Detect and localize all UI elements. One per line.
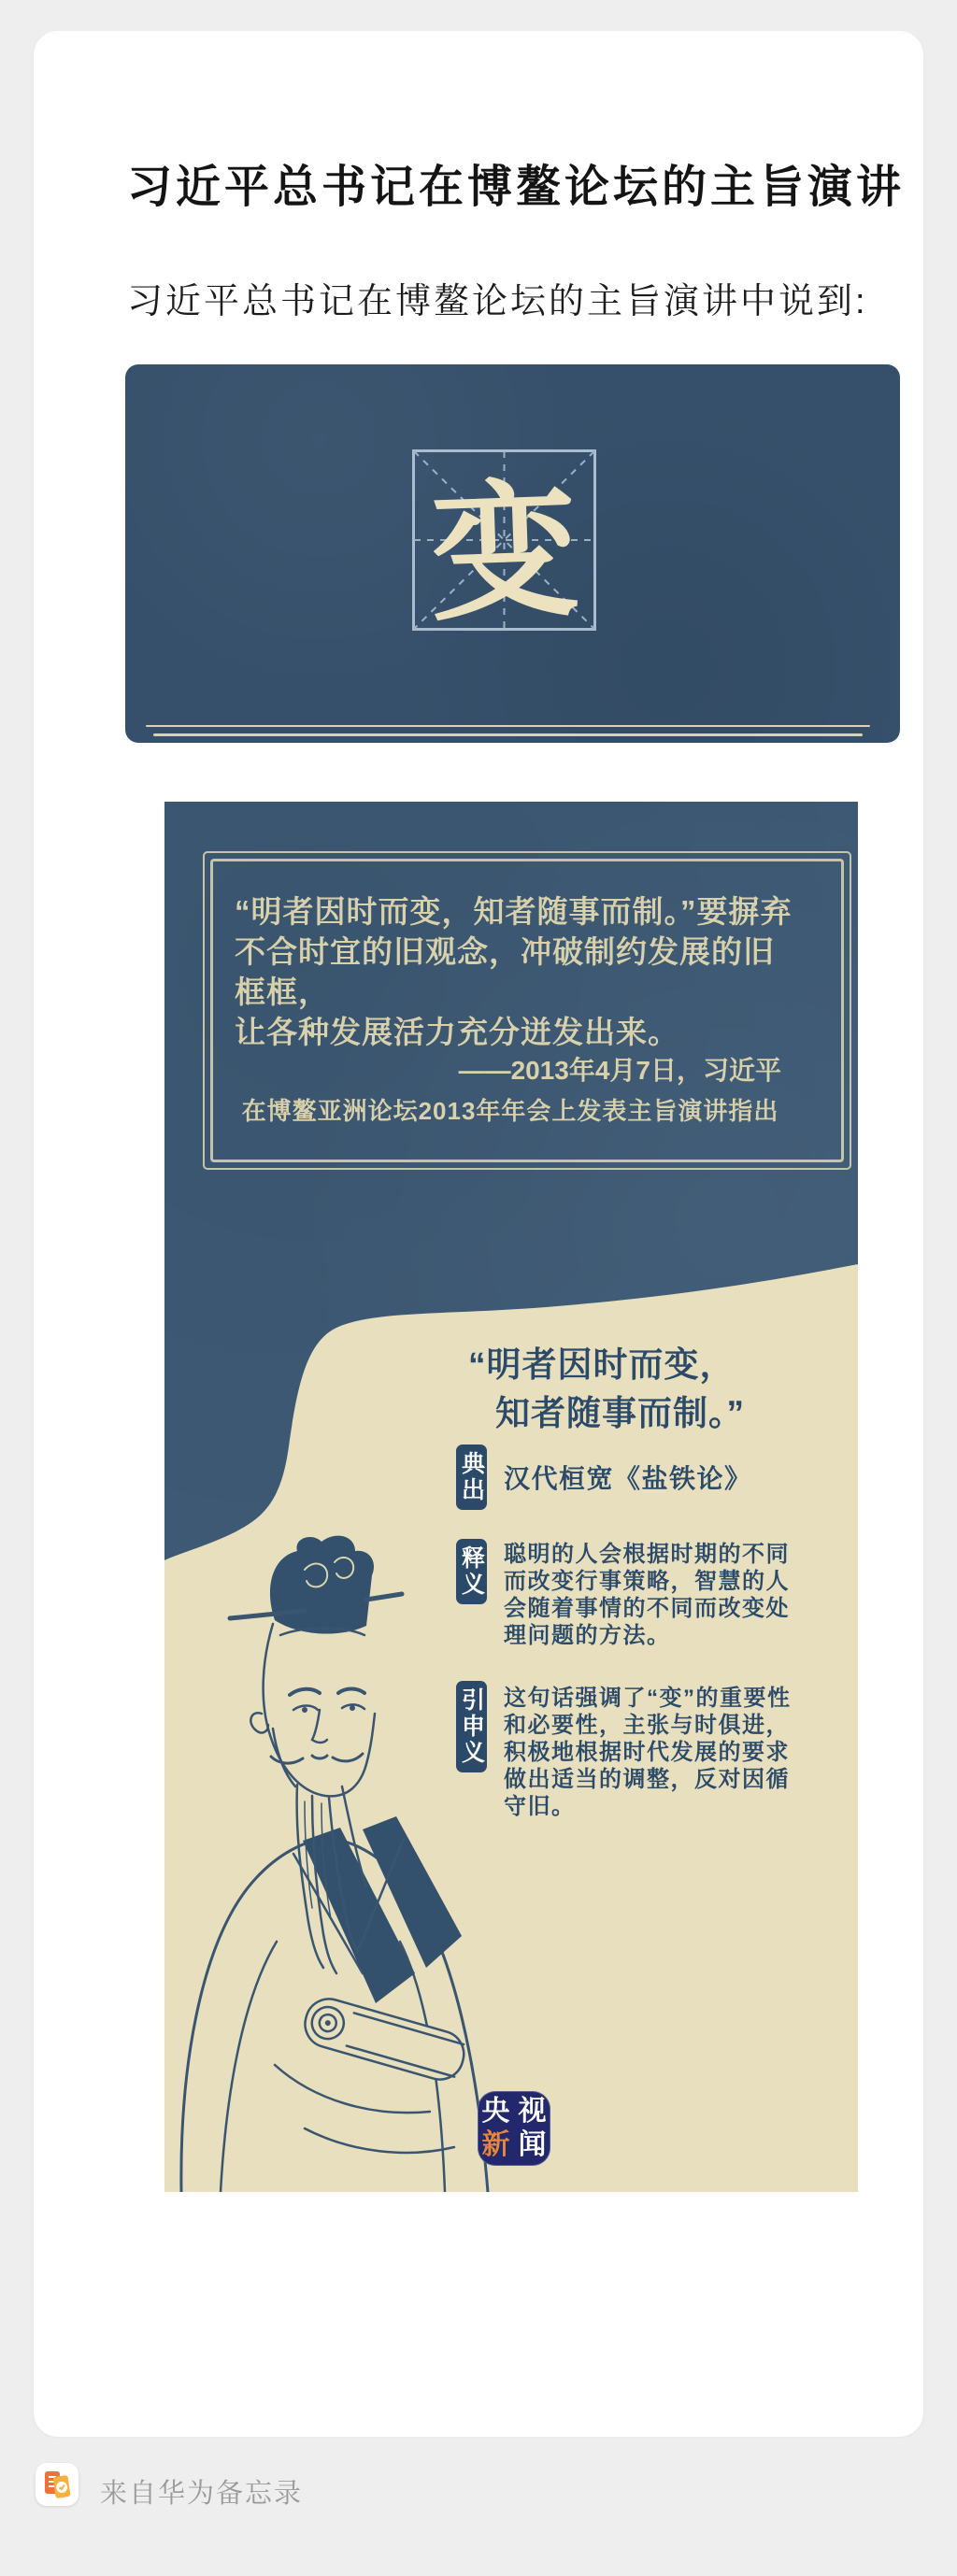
- note-title: 习近平总书记在博鳌论坛的主旨演讲: [127, 163, 906, 212]
- note-subtitle: 习近平总书记在博鳌论坛的主旨演讲中说到:: [127, 282, 868, 321]
- speech-quote-line: 不合时宜的旧观念，冲破制约发展的旧框框，: [235, 934, 775, 1009]
- quote-attribution-date: ——2013年4月7日，习近平: [458, 1056, 781, 1085]
- source-app-label: 来自华为备忘录: [100, 2479, 304, 2509]
- huawei-memo-app-icon[interactable]: [36, 2463, 79, 2506]
- speech-quote: [235, 891, 795, 1052]
- speech-quote-line: 让各种发展活力充分迸发出来。: [235, 1015, 679, 1049]
- extended-meaning-text: [504, 1685, 821, 1820]
- classical-quote-line2: 知者随事而制。”: [495, 1394, 745, 1432]
- extended-meaning-line: 积极地根据时代发展的要求: [504, 1740, 790, 1765]
- interpretation-line: 理问题的方法。: [504, 1623, 671, 1648]
- interpretation-line: 而改变行事策略，智慧的人: [504, 1569, 790, 1594]
- video-thumbnail-image[interactable]: [125, 364, 900, 743]
- label-interpretation: 释义: [456, 1539, 487, 1604]
- interpretation-text: [504, 1541, 821, 1649]
- note-card: [34, 31, 923, 2437]
- label-extended-meaning: 引申义: [456, 1681, 487, 1772]
- extended-meaning-line: 和必要性，主张与时俱进，: [504, 1713, 790, 1738]
- extended-meaning-line: 做出适当的调整，反对因循: [504, 1767, 790, 1792]
- interpretation-line: 会随着事情的不同而改变处: [504, 1596, 790, 1621]
- interpretation-line: 聪明的人会根据时期的不同: [504, 1542, 790, 1567]
- extended-meaning-line: 这句话强调了“变”的重要性: [504, 1686, 792, 1711]
- source-text: 汉代桓宽《盐铁论》: [504, 1464, 752, 1493]
- logo-char: 闻: [518, 2129, 547, 2160]
- cctv-news-logo: [478, 2091, 550, 2166]
- quote-poster-image[interactable]: [164, 802, 858, 2192]
- classical-quote-line1: “明者因时而变，: [468, 1345, 736, 1384]
- logo-char: 央: [481, 2096, 510, 2127]
- extended-meaning-line: 守旧。: [504, 1794, 576, 1819]
- memo-icon: [41, 2469, 73, 2500]
- thumb-frame-line: [153, 733, 863, 736]
- label-source: 典出: [456, 1445, 487, 1510]
- logo-char: 新: [481, 2129, 510, 2160]
- bian-character: 变: [428, 469, 582, 639]
- logo-char: 视: [518, 2096, 547, 2127]
- speech-quote-line: “明者因时而变，知者随事而制。”要摒弃: [235, 894, 793, 929]
- thumb-frame-line: [146, 725, 870, 727]
- quote-attribution-event: 在博鳌亚洲论坛2013年年会上发表主旨演讲指出: [241, 1097, 779, 1125]
